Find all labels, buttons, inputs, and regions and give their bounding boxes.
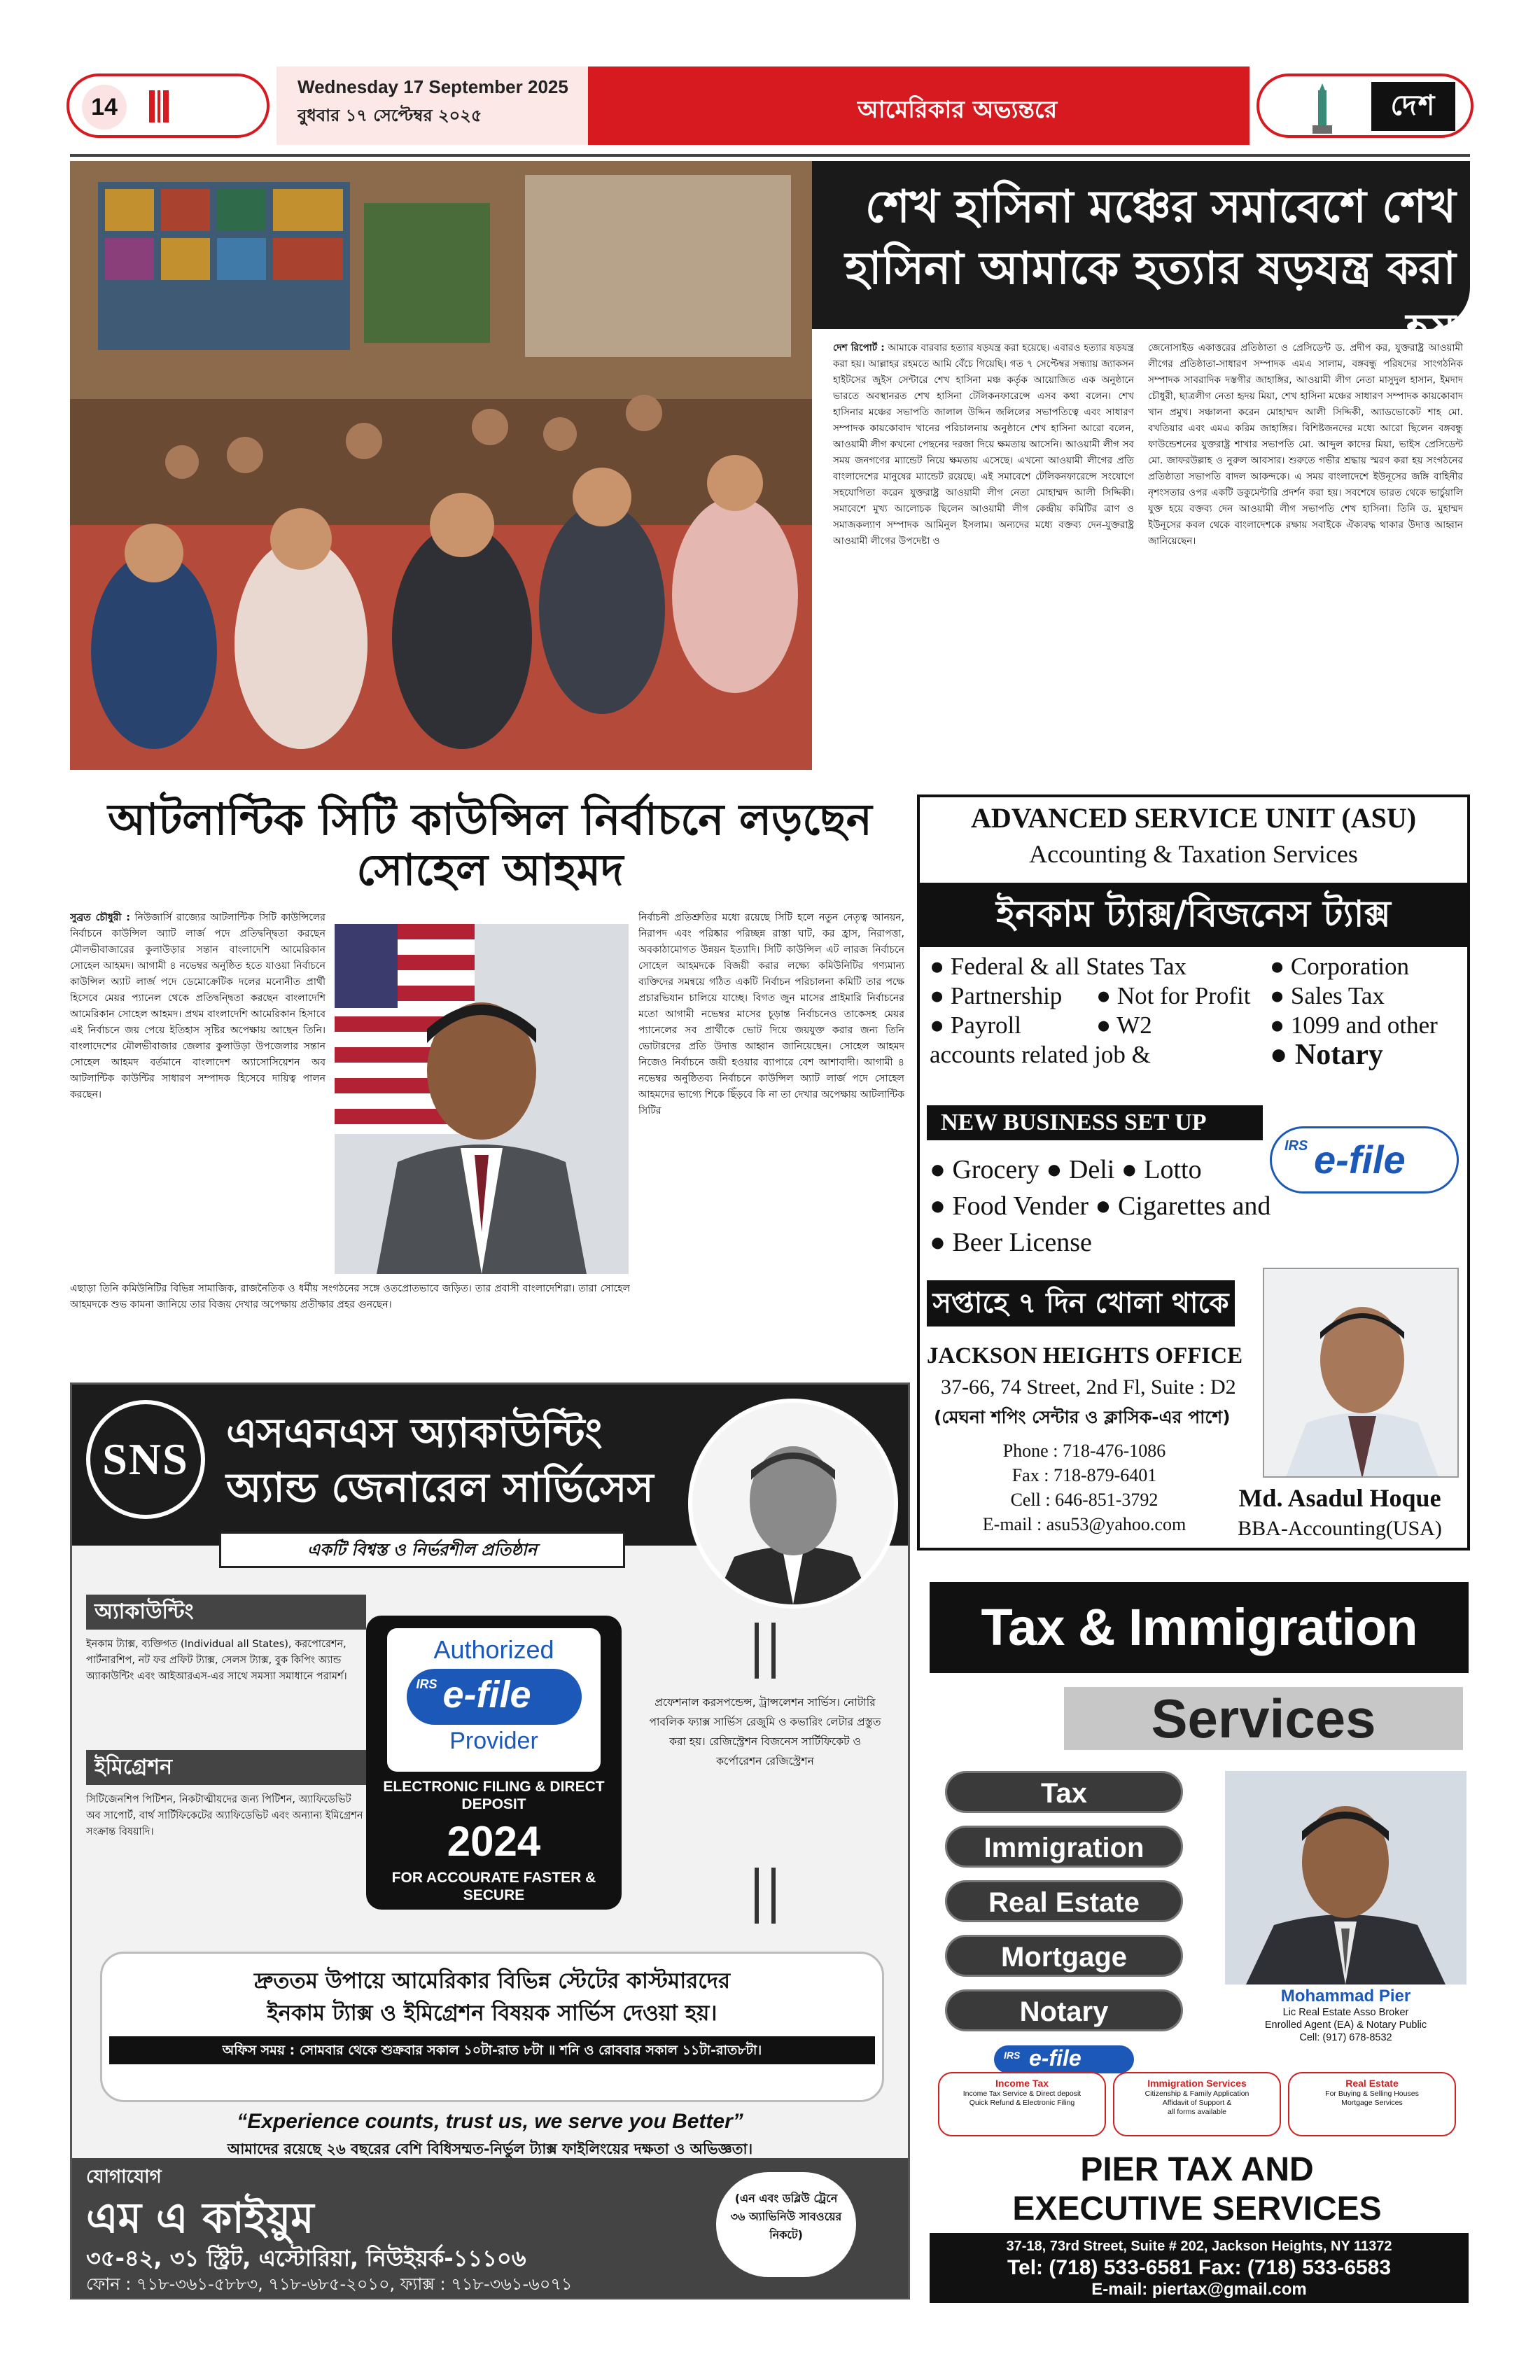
subway-note: (এন এবং ডব্লিউ ট্রেনে ৩৬ অ্যাভিনিউ সাবওয়ের নিকটে) <box>716 2172 856 2277</box>
banner-line1: দ্রুততম উপায়ে আমেরিকার বিভিন্ন স্টেটের কাস্টমারদের <box>253 1968 731 1994</box>
credential-line: Cell: (917) 678-8532 <box>1299 2032 1392 2043</box>
office-title: JACKSON HEIGHTS OFFICE <box>927 1343 1243 1368</box>
article-column-2: জেনোসাইড একাত্তরের প্রতিষ্ঠাতা ও প্রেসিডেন্ট ড. প্রদীপ কর, যুক্তরাষ্ট্র আওয়ামী লীগের প্রতিষ্ঠাতা-সাধারণ সম্পাদক এমএ সালাম, বঙ্গবন্ধু পরিষদের সাংগঠনিক সম্পাদক সাবরাদিক দস্তগীর জাহাঙ্গির, আওয়ামী লীগ নেতা মাসুদুল হাসান, ইমদাদ চৌধুরী, ছাত্রলীগ নেতা হৃদয় মিয়া, শেখ হাসিনা মঞ্চের সাধারণ সম্পাদক কায়কোবাদ খান প্রমুখ। সঞ্চালনা করেন মোহাম্মদ আলী সিদ্দিকী, অ্যাডভোকেট শাহ মো. বখতিয়ার এবং এমএ করিম জাহাঙ্গির। বিশিষ্টজনদের মধ্যে আরো ছিলেন বঙ্গবন্ধু ফাউন্ডেশনের যুক্তরাষ্ট্র শাখার সভাপতি মো. আব্দুল কাদের মিয়া, ভাইস প্রেসিডেন্ট মো. জাফরউল্লাহ ও নুরুল আবসার। শুরুতে গভীর শ্রদ্ধায় স্মরণ করা হয় সংগঠনের প্রতিষ্ঠাতা সভাপতি বাদল আকন্দকে। এ সময় বাংলাদেশে ইউনূসের জঙ্গি বাহিনীর নৃশংসতার ওপর একটি ডকুমেন্টারি প্রদর্শন করা হয়। সবশেষে ভারত থেকে ভার্চুয়ালি যুক্ত হয়ে বক্তব্য দেন আওয়ামী লীগ সভাপতি শেখ হাসিনা। তিনি ড. মুহাম্মদ ইউনূসের কবল থেকে বাংলাদেশকে রক্ষায় সবাইকে ঐক্যবদ্ধ থাকার উদাত্ত আহ্বান জানিয়েছেন। <box>1148 342 1463 547</box>
pier-person-name: Mohammad Pier <box>1280 1987 1411 2005</box>
pier-portrait <box>1225 1771 1466 1984</box>
sns-name-line2: অ্যান্ড জেনারেল সার্ভিসেস <box>226 1464 654 1511</box>
authorized-provider-box <box>366 1616 622 1910</box>
service-label: Federal & all States Tax <box>950 953 1186 980</box>
sns-logo: SNS <box>86 1400 205 1519</box>
business-label: Deli <box>1068 1155 1115 1184</box>
service-label: Partnership <box>950 982 1063 1009</box>
contact-label: যোগাযোগ <box>86 2166 162 2188</box>
service-pill: Immigration <box>945 1826 1183 1868</box>
masthead-pill <box>1256 74 1474 138</box>
contact-name: এম এ কাইয়ুম <box>86 2194 314 2243</box>
business-label: Beer License <box>952 1228 1092 1257</box>
contact-phone: ফোন : ৭১৮-৩৬১-৫৮৮৩, ৭১৮-৬৮৫-২০১০, ফ্যাক্স : ৭১৮-৩৬১-৬০৭১ <box>86 2274 573 2294</box>
headline-2: আটলান্টিক সিটি কাউন্সিল নির্বাচনে লড়ছেন সোহেল আহমদ <box>108 794 872 895</box>
efile-text: e-file <box>442 1674 531 1716</box>
asu-person-degree: BBA-Accounting(USA) <box>1238 1517 1442 1540</box>
immigration-heading: ইমিগ্রেশন <box>86 1750 366 1785</box>
service-label: Notary <box>1294 1039 1383 1071</box>
asu-portrait <box>1263 1268 1459 1478</box>
pier-credentials <box>1225 2006 1466 2044</box>
person-portrait-icon <box>692 1403 894 1604</box>
service-label: Sales Tax <box>1290 982 1385 1009</box>
efile-text: e-file <box>1029 2045 1082 2071</box>
office-landmark: (মেঘনা শপিং সেন্টার ও ক্লাসিক-এর পাশে) <box>934 1407 1231 1427</box>
efile-badge <box>407 1669 582 1725</box>
business-label: Lotto <box>1144 1155 1202 1184</box>
flag-icon <box>146 89 172 124</box>
pier-advertisement <box>924 1582 1470 2300</box>
box-line: Mortgage Services <box>1341 2099 1403 2107</box>
immigration-text: সিটিজেনশিপ পিটিশন, নিকটাত্মীয়দের জন্য পিটিশন, অ্যাফিডেভিট অব সাপোর্ট, বার্থ সার্টিফিকেটের অ্যাফিডেভিট এবং অন্যান্য ইমিগ্রেশন সংক্রান্ত বিষয়াদি। <box>86 1794 363 1837</box>
audience-photo-illustration <box>70 161 812 770</box>
credential-line: Lic Real Estate Asso Broker <box>1282 2007 1409 2018</box>
provider-label: Provider <box>449 1728 538 1754</box>
sns-name-line1: এসএনএস অ্যাকাউন্টিং <box>226 1409 603 1457</box>
pier-phone: Tel: (718) 533-6581 Fax: (718) 533-6583 <box>1007 2256 1392 2279</box>
asu-email: E-mail : asu53@yahoo.com <box>982 1514 1186 1534</box>
box-line: Income Tax Service & Direct deposit <box>962 2090 1082 2098</box>
person-portrait-icon <box>1264 1269 1459 1478</box>
candidate-portrait-illustration <box>335 924 629 1274</box>
banner-text <box>102 1965 882 2029</box>
service-pill: Real Estate <box>945 1880 1183 1922</box>
sns-portrait <box>688 1399 898 1609</box>
service-item: ● Federal & all States Tax <box>930 953 1186 980</box>
divider <box>70 154 1470 157</box>
date-english: Wednesday 17 September 2025 <box>298 76 568 97</box>
service-label: Not for Profit <box>1116 982 1251 1009</box>
pier-company <box>938 2150 1456 2229</box>
statue-of-liberty-icon <box>1301 80 1343 136</box>
new-business-bar: NEW BUSINESS SET UP <box>927 1105 1263 1140</box>
box-title: Income Tax <box>995 2078 1049 2089</box>
service-item: accounts related job & <box>930 1041 1151 1068</box>
box-title: Immigration Services <box>1147 2078 1247 2089</box>
byline: দেশ রিপোর্ট : <box>833 342 885 354</box>
services-banner <box>100 1952 884 2102</box>
byline-2: সুব্রত চৌধুরী : <box>70 912 130 923</box>
real-estate-box <box>1288 2072 1456 2136</box>
accounting-heading: অ্যাকাউন্টিং <box>86 1595 366 1630</box>
ornament-icon <box>755 1623 776 1679</box>
authorized-label: Authorized <box>433 1635 554 1664</box>
newspaper-logo <box>1371 82 1455 131</box>
article-text: আমাকে বারবার হত্যার ষড়যন্ত্র করা হয়েছে। এবারও হত্যার ষড়যন্ত্র করা হয়। আল্লাহর রহমতে আমি বেঁচে গিয়েছি। গত ৭ সেপ্টেম্বর সন্ধ্যায় জ্যাকসন হাইটসের জুইস সেন্টারে শেখ হাসিনা মঞ্চ কর্তৃক আয়োজিত এক অনুষ্ঠানে ভারতে অবস্থানরত শেখ হাসিনা টেলিকনফারেন্সে এসব কথা বলেন। শেখ হাসিনার মঞ্চের সভাপতি জালাল উদ্দিন জলিলের সভাপতিত্বে এবং সাধারণ সম্পাদক কায়কোবাদ খানের পরিচালনায় অনুষ্ঠানে শেখ হাসিনা আরো বলেন, আওয়ামী লীগ কখনো পেছনের দরজা দিয়ে ক্ষমতায় আসেনি। আওয়ামী লীগ সব সময় জনগণের ম্যান্ডেট নিয়ে ক্ষমতায় এসেছে। এখনো আওয়ামী লীগের প্রতি বাংলাদেশের মানুষের ম্যান্ডেট রয়েছে। এই সমাবেশে টেলিকনফারেন্সে সংযোগে সহযোগিতা করেন যুক্তরাষ্ট্র আওয়ামী লীগ নেতা মোহাম্মদ আলী সিদ্দিকী। সমাবেশে মুখ্য আলোচক ছিলেন আওয়ামী লীগ কেন্দ্রীয় কমিটির ত্রাণ ও সমাজকল্যাণ সম্পাদক আমিনুল ইসলাম। অন্যদের মধ্যে বক্তব্য দেন-যুক্তরাষ্ট্র আওয়ামী লীগের উপদেষ্টা ও <box>833 342 1134 547</box>
article-column-1 <box>833 340 1134 774</box>
box-line: Quick Refund & Electronic Filing <box>969 2099 1075 2107</box>
business-label: Grocery <box>952 1155 1040 1184</box>
asu-subtitle: Accounting & Taxation Services <box>1029 840 1358 868</box>
electronic-filing-text: ELECTRONIC FILING & DIRECT DEPOSIT <box>383 1779 605 1812</box>
office-address: 37-66, 74 Street, 2nd Fl, Suite : D2 <box>941 1376 1236 1399</box>
pier-address: 37-18, 73rd Street, Suite # 202, Jackson Heights, NY 11372 <box>1006 2239 1392 2254</box>
experience-text: আমাদের রয়েছে ২৬ বছরের বেশি বিধিসম্মত-নির্ভুল ট্যাক্স ফাইলিংয়ের দক্ষতা ও অভিজ্ঞতা। <box>227 2141 753 2157</box>
business-item: ● Beer License <box>930 1228 1092 1257</box>
service-pill: Notary <box>945 1989 1183 2031</box>
section-title: আমেরিকার অভ্যন্তরে <box>858 96 1058 124</box>
person-portrait-icon <box>1225 1771 1466 1984</box>
date-bangla: বুধবার ১৭ সেপ্টেম্বর ২০২৫ <box>298 106 482 125</box>
efile-logo <box>1270 1126 1459 1194</box>
ornament-icon <box>755 1868 776 1924</box>
service-item: ● Corporation <box>1270 953 1410 980</box>
service-label: Payroll <box>950 1011 1021 1039</box>
box-line: all forms available <box>1167 2108 1227 2116</box>
event-photo <box>70 161 812 770</box>
service-item: ● Partnership <box>930 982 1063 1009</box>
article2-text: নিউজার্সি রাজ্যের আটলান্টিক সিটি কাউন্সিলের নির্বাচনে কাউন্সিল অ্যাট লার্জ পদে প্রতিদ্বন্দ্বিতা করছেন মৌলভীবাজারের কুলাউড়ার সন্তান বাংলাদেশি আমেরিকান সোহেল আহমদ। আগামী ৪ নভেম্বর অনুষ্ঠিত হতে যাওয়া নির্বাচনে কাউন্সিল অ্যাট লার্জ পদে ডেমোক্রেটিক দলের মনোনীত প্রার্থী হিসেবে মেয়র প্যানেল থেকে প্রতিদ্বন্দ্বিতা করছেন বাংলাদেশি আমেরিকান সোহেল আহমদ। প্রথম বাংলাদেশি আমেরিকান হিসাবে এই নির্বাচনে জয় পেয়ে ইতিহাস সৃষ্টির অপেক্ষায় আছেন তিনি। বাংলাদেশের মৌলভীবাজার জেলার কুলাউড়া উপজেলার সন্তান সোহেল আহমদ বর্তমানে বাংলাদেশ অ্যাসোসিয়েশন অব আটলান্টিক কাউন্টির সাধারণ সম্পাদক হিসেবে দায়িত্ব পালন করছেন। <box>70 912 326 1100</box>
immigration-services-box <box>1113 2072 1281 2136</box>
year-text: 2024 <box>447 1818 541 1865</box>
service-item: ● Notary <box>1270 1039 1383 1071</box>
contact-block <box>72 2158 908 2298</box>
service-item: ● Sales Tax <box>1270 982 1385 1009</box>
business-label: Food Vender <box>952 1191 1089 1221</box>
article2-column-2: নির্বাচনী প্রতিশ্রুতির মধ্যে রয়েছে সিটি হলে নতুন নেতৃত্ব আনয়ন, নিরাপদ এবং পরিষ্কার পরিচ্ছন্ন রাস্তা ঘাট, কর হ্রাস, নিরাপত্তা, অবকাঠামোগত উন্নয়ন ইত্যাদি। সিটি কাউন্সিল এট লারজ নির্বাচনে সোহেল আহমদকে বিজয়ী করার লক্ষ্যে কমিউনিটির গণ্যমান্য ব্যক্তিদের সমন্বয়ে গঠিত একটি নির্বাচন পরিচালনা কমিটি তার পক্ষে প্রচারভিযান চালিয়ে যাচ্ছে। বিগত জুন মাসের প্রাইমারি নির্বাচনের মতো আগামী নভেম্বর মাসের চূড়ান্ত নির্বাচনেও তাকেসহ মেয়র প্যানেলের সব প্রার্থীকে ভোট দিয়ে জয়যুক্ত করার জন্য তিনি ভোটারদের প্রতি উদাত্ত আহ্বান জানিয়েছেন। সোহেল আহমদ নিজেও নির্বাচনে জয়ী হওয়ার ব্যাপারে বেশ আশাবাদী। আগামী ৪ নভেম্বর অনুষ্ঠিতব্য নির্বাচনে কাউন্সিল অ্যাট লার্জ পদে সোহেল আহমদের ভাগ্যে শিকে ছিঁড়বে কি না তা দেখার অপেক্ষায় আটলান্টিক সিটির <box>638 912 904 1116</box>
income-tax-box <box>938 2072 1106 2136</box>
pier-services-label: Services <box>1064 1687 1463 1750</box>
efile-text: e-file <box>1314 1138 1406 1182</box>
asu-cell: Cell : 646-851-3792 <box>1010 1490 1158 1510</box>
service-label: Corporation <box>1290 953 1410 980</box>
sns-tagline: একটি বিশ্বস্ত ও নির্ভরশীল প্রতিষ্ঠান <box>219 1532 625 1568</box>
asu-fax: Fax : 718-879-6401 <box>1011 1465 1157 1485</box>
asu-tax-bar: ইনকাম ট্যাক্স/বিজনেস ট্যাক্স <box>920 883 1467 947</box>
asu-title: ADVANCED SERVICE UNIT (ASU) <box>970 802 1417 834</box>
service-label: W2 <box>1116 1011 1152 1039</box>
pier-footer <box>930 2233 1469 2303</box>
office-hours: অফিস সময় : সোমবার থেকে শুক্রবার সকাল ১০টা-রাত ৮টা ॥ শনি ও রোববার সকাল ১১টা-রাত৮টা। <box>109 2036 875 2064</box>
article2-bottom: এছাড়া তিনি কমিউনিটির বিভিন্ন সামাজিক, রাজনৈতিক ও ধর্মীয় সংগঠনের সঙ্গে ওতপ্রোতভাবে জড়িত। তার প্রবাসী বাংলাদেশিরা। তারা সোহেল আহমদকে শুভ কামনা জানিয়ে তার বিজয় দেখার অপেক্ষায় প্রতীক্ষার প্রহর গুনছেন। <box>70 1283 630 1310</box>
service-pill: Mortgage <box>945 1935 1183 1977</box>
accurate-text: FOR ACCOURATE FASTER & SECURE <box>391 1870 596 1903</box>
asu-person-name: Md. Asadul Hoque <box>1238 1484 1441 1512</box>
service-item: ● 1099 and other <box>1270 1011 1438 1039</box>
sns-name <box>226 1406 654 1515</box>
irs-text: IRS <box>1284 1138 1308 1154</box>
service-item: ● Payroll <box>930 1011 1021 1039</box>
service-label: 1099 and other <box>1290 1011 1438 1039</box>
business-item: ● Food Vender ● Cigarettes and <box>930 1191 1271 1221</box>
asu-advertisement <box>917 794 1470 1550</box>
irs-text: IRS <box>416 1677 438 1691</box>
slogan: “Experience counts, trust us, we serve you Better” <box>237 2110 743 2133</box>
box-line: Citizenship & Family Application <box>1144 2090 1250 2098</box>
banner-line2: ইনকাম ট্যাক্স ও ইমিগ্রেশন বিষয়ক সার্ভিস দেওয়া হয়। <box>267 2001 718 2026</box>
irs-text: IRS <box>1004 2050 1021 2061</box>
page-header <box>66 66 1474 145</box>
company-line2: EXECUTIVE SERVICES <box>1012 2190 1382 2227</box>
headline: শেখ হাসিনা মঞ্চের সমাবেশে শেখ হাসিনা আমাকে হত্যার ষড়যন্ত্র করা হয় <box>845 181 1456 356</box>
page-number: 14 <box>82 85 127 130</box>
service-item: ● W2 <box>1096 1011 1152 1039</box>
service-item: ● Not for Profit <box>1096 982 1251 1009</box>
services-text: প্রফেশনাল করসপন্ডেন্স, ট্রান্সলেশন সার্ভিস। নোটারি পাবলিক ফ্যাক্স সার্ভিস রেজুমি ও কভারিং লেটার প্রস্তুত করা হয়। রেজিস্ট্রেশন বিজনেস সার্টিফিকেট ও কর্পোরেশন রেজিস্ট্রেশন <box>649 1696 881 1768</box>
authorized-efile <box>387 1628 601 1772</box>
credential-line: Enrolled Agent (EA) & Notary Public <box>1264 2019 1427 2031</box>
candidate-photo <box>335 924 629 1274</box>
sns-advertisement <box>70 1382 910 2300</box>
contact-address: ৩৫-৪২, ৩১ স্ট্রিট, এস্টোরিয়া, নিউইয়র্ক-১১১০৬ <box>86 2245 526 2272</box>
box-line: For Buying & Selling Houses <box>1325 2090 1419 2098</box>
box-title: Real Estate <box>1345 2078 1399 2089</box>
pier-title: Tax & Immigration <box>930 1582 1469 1673</box>
page-number-pill <box>66 74 270 138</box>
pier-email: E-mail: piertax@gmail.com <box>1091 2280 1307 2299</box>
efile-logo <box>994 2045 1134 2073</box>
accounting-text: ইনকাম ট্যাক্স, ব্যক্তিগত (Individual all States), করপোরেশন, পার্টনারশিপ, নট ফর প্রফিট ট্যাক্স, সেলস ট্যাক্স, বুক কিপিং অ্যান্ড অ্যাকাউন্টিং এবং আইআরএস-এর সাথে সমস্যা সমাধানে পরামর্শ। <box>86 1639 347 1682</box>
open-days-bar: সপ্তাহে ৭ দিন খোলা থাকে <box>927 1280 1235 1326</box>
asu-phone: Phone : 718-476-1086 <box>1002 1441 1166 1461</box>
service-pill: Tax <box>945 1771 1183 1813</box>
company-line1: PIER TAX AND <box>1080 2151 1314 2188</box>
box-line: Affidavit of Support & <box>1162 2099 1232 2107</box>
business-item: ● Grocery ● Deli ● Lotto <box>930 1155 1202 1184</box>
asu-contact <box>969 1438 1200 1536</box>
logo-text: দেশ <box>1390 89 1436 121</box>
business-label: Cigarettes and <box>1117 1191 1271 1221</box>
